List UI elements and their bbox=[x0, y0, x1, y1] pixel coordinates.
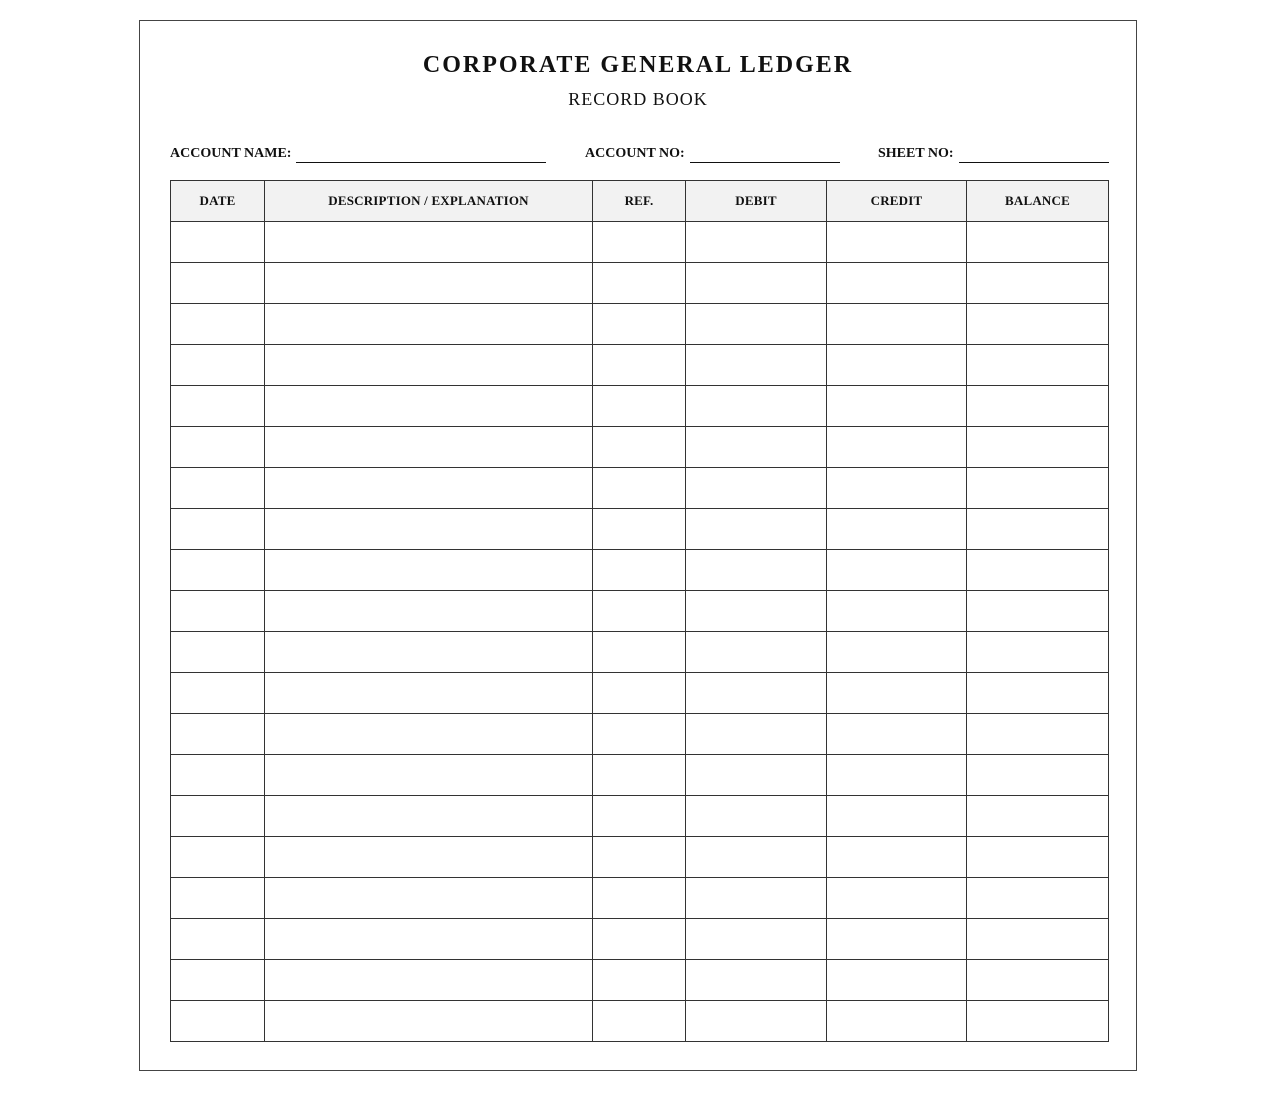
description-cell[interactable] bbox=[265, 345, 593, 386]
debit-cell[interactable] bbox=[686, 1001, 827, 1042]
credit-cell[interactable] bbox=[827, 919, 967, 960]
balance-cell[interactable] bbox=[967, 304, 1109, 345]
balance-cell[interactable] bbox=[967, 755, 1109, 796]
date-cell[interactable] bbox=[171, 468, 265, 509]
ref-cell[interactable] bbox=[593, 345, 686, 386]
date-cell[interactable] bbox=[171, 960, 265, 1001]
date-cell[interactable] bbox=[171, 919, 265, 960]
credit-cell[interactable] bbox=[827, 304, 967, 345]
description-cell[interactable] bbox=[265, 591, 593, 632]
date-cell[interactable] bbox=[171, 1001, 265, 1042]
description-cell[interactable] bbox=[265, 960, 593, 1001]
balance-cell[interactable] bbox=[967, 1001, 1109, 1042]
table-row bbox=[171, 755, 1109, 796]
date-cell[interactable] bbox=[171, 550, 265, 591]
date-cell[interactable] bbox=[171, 509, 265, 550]
table-row bbox=[171, 1001, 1109, 1042]
page-title: CORPORATE GENERAL LEDGER bbox=[422, 52, 854, 78]
credit-cell[interactable] bbox=[827, 263, 967, 304]
description-cell[interactable] bbox=[265, 386, 593, 427]
date-cell[interactable] bbox=[171, 263, 265, 304]
description-cell[interactable] bbox=[265, 755, 593, 796]
column-header-description: DESCRIPTION / EXPLANATION bbox=[265, 181, 593, 222]
table-row bbox=[171, 837, 1109, 878]
ref-cell[interactable] bbox=[593, 468, 686, 509]
ref-cell[interactable] bbox=[593, 714, 686, 755]
debit-cell[interactable] bbox=[686, 304, 827, 345]
debit-cell[interactable] bbox=[686, 222, 827, 263]
column-header-credit: CREDIT bbox=[827, 181, 967, 222]
ref-cell[interactable] bbox=[593, 304, 686, 345]
debit-cell[interactable] bbox=[686, 837, 827, 878]
balance-cell[interactable] bbox=[967, 960, 1109, 1001]
credit-cell[interactable] bbox=[827, 222, 967, 263]
debit-cell[interactable] bbox=[686, 878, 827, 919]
description-cell[interactable] bbox=[265, 878, 593, 919]
debit-cell[interactable] bbox=[686, 591, 827, 632]
table-row bbox=[171, 550, 1109, 591]
balance-cell[interactable] bbox=[967, 550, 1109, 591]
ref-cell[interactable] bbox=[593, 222, 686, 263]
description-cell[interactable] bbox=[265, 550, 593, 591]
description-cell[interactable] bbox=[265, 468, 593, 509]
credit-cell[interactable] bbox=[827, 878, 967, 919]
debit-cell[interactable] bbox=[686, 386, 827, 427]
ref-cell[interactable] bbox=[593, 1001, 686, 1042]
date-cell[interactable] bbox=[171, 755, 265, 796]
date-cell[interactable] bbox=[171, 222, 265, 263]
description-cell[interactable] bbox=[265, 263, 593, 304]
table-row bbox=[171, 878, 1109, 919]
description-cell[interactable] bbox=[265, 509, 593, 550]
description-cell[interactable] bbox=[265, 919, 593, 960]
date-cell[interactable] bbox=[171, 304, 265, 345]
page-subtitle: RECORD BOOK bbox=[568, 89, 708, 109]
account-no-field bbox=[585, 143, 840, 163]
date-cell[interactable] bbox=[171, 591, 265, 632]
table-row bbox=[171, 304, 1109, 345]
date-cell[interactable] bbox=[171, 878, 265, 919]
ref-cell[interactable] bbox=[593, 878, 686, 919]
debit-cell[interactable] bbox=[686, 345, 827, 386]
table-row bbox=[171, 386, 1109, 427]
account-name-field bbox=[170, 143, 546, 163]
table-row bbox=[171, 468, 1109, 509]
table-row bbox=[171, 796, 1109, 837]
balance-cell[interactable] bbox=[967, 796, 1109, 837]
date-cell[interactable] bbox=[171, 386, 265, 427]
credit-cell[interactable] bbox=[827, 837, 967, 878]
credit-cell[interactable] bbox=[827, 1001, 967, 1042]
table-row bbox=[171, 509, 1109, 550]
balance-cell[interactable] bbox=[967, 509, 1109, 550]
table-row bbox=[171, 714, 1109, 755]
debit-cell[interactable] bbox=[686, 714, 827, 755]
sheet-no-label: SHEET NO: bbox=[878, 146, 954, 161]
credit-cell[interactable] bbox=[827, 960, 967, 1001]
credit-cell[interactable] bbox=[827, 591, 967, 632]
debit-cell[interactable] bbox=[686, 468, 827, 509]
date-cell[interactable] bbox=[171, 796, 265, 837]
ledger-table bbox=[170, 180, 1109, 1042]
balance-cell[interactable] bbox=[967, 837, 1109, 878]
debit-cell[interactable] bbox=[686, 550, 827, 591]
balance-cell[interactable] bbox=[967, 632, 1109, 673]
description-cell[interactable] bbox=[265, 1001, 593, 1042]
balance-cell[interactable] bbox=[967, 591, 1109, 632]
account-name-line[interactable] bbox=[296, 146, 546, 163]
column-header-date: DATE bbox=[171, 181, 265, 222]
balance-cell[interactable] bbox=[967, 714, 1109, 755]
ref-cell[interactable] bbox=[593, 591, 686, 632]
credit-cell[interactable] bbox=[827, 468, 967, 509]
account-no-line[interactable] bbox=[690, 146, 840, 163]
description-cell[interactable] bbox=[265, 714, 593, 755]
column-header-ref: REF. bbox=[593, 181, 686, 222]
ref-cell[interactable] bbox=[593, 960, 686, 1001]
credit-cell[interactable] bbox=[827, 427, 967, 468]
sheet-no-line[interactable] bbox=[959, 146, 1109, 163]
balance-cell[interactable] bbox=[967, 386, 1109, 427]
credit-cell[interactable] bbox=[827, 550, 967, 591]
debit-cell[interactable] bbox=[686, 263, 827, 304]
table-header-row bbox=[171, 181, 1109, 222]
date-cell[interactable] bbox=[171, 632, 265, 673]
ref-cell[interactable] bbox=[593, 837, 686, 878]
column-header-balance: BALANCE bbox=[967, 181, 1109, 222]
date-cell[interactable] bbox=[171, 837, 265, 878]
date-cell[interactable] bbox=[171, 345, 265, 386]
credit-cell[interactable] bbox=[827, 796, 967, 837]
table-row bbox=[171, 427, 1109, 468]
ledger-sheet bbox=[139, 20, 1137, 1071]
ref-cell[interactable] bbox=[593, 632, 686, 673]
account-no-label: ACCOUNT NO: bbox=[585, 146, 685, 161]
balance-cell[interactable] bbox=[967, 263, 1109, 304]
credit-cell[interactable] bbox=[827, 509, 967, 550]
ref-cell[interactable] bbox=[593, 509, 686, 550]
table-row bbox=[171, 345, 1109, 386]
debit-cell[interactable] bbox=[686, 796, 827, 837]
table-row bbox=[171, 263, 1109, 304]
date-cell[interactable] bbox=[171, 427, 265, 468]
description-cell[interactable] bbox=[265, 673, 593, 714]
ledger-body bbox=[171, 222, 1109, 1042]
table-row bbox=[171, 960, 1109, 1001]
account-name-label: ACCOUNT NAME: bbox=[170, 146, 292, 161]
ref-cell[interactable] bbox=[593, 427, 686, 468]
ref-cell[interactable] bbox=[593, 386, 686, 427]
description-cell[interactable] bbox=[265, 427, 593, 468]
credit-cell[interactable] bbox=[827, 755, 967, 796]
debit-cell[interactable] bbox=[686, 632, 827, 673]
ref-cell[interactable] bbox=[593, 263, 686, 304]
ref-cell[interactable] bbox=[593, 919, 686, 960]
balance-cell[interactable] bbox=[967, 878, 1109, 919]
table-row bbox=[171, 673, 1109, 714]
debit-cell[interactable] bbox=[686, 919, 827, 960]
description-cell[interactable] bbox=[265, 796, 593, 837]
ref-cell[interactable] bbox=[593, 673, 686, 714]
balance-cell[interactable] bbox=[967, 468, 1109, 509]
table-row bbox=[171, 919, 1109, 960]
description-cell[interactable] bbox=[265, 304, 593, 345]
table-row bbox=[171, 222, 1109, 263]
credit-cell[interactable] bbox=[827, 345, 967, 386]
balance-cell[interactable] bbox=[967, 345, 1109, 386]
balance-cell[interactable] bbox=[967, 427, 1109, 468]
sheet-no-field bbox=[878, 143, 1109, 163]
balance-cell[interactable] bbox=[967, 919, 1109, 960]
table-row bbox=[171, 591, 1109, 632]
description-cell[interactable] bbox=[265, 222, 593, 263]
balance-cell[interactable] bbox=[967, 222, 1109, 263]
table-row bbox=[171, 632, 1109, 673]
date-cell[interactable] bbox=[171, 714, 265, 755]
debit-cell[interactable] bbox=[686, 427, 827, 468]
debit-cell[interactable] bbox=[686, 673, 827, 714]
credit-cell[interactable] bbox=[827, 673, 967, 714]
debit-cell[interactable] bbox=[686, 755, 827, 796]
credit-cell[interactable] bbox=[827, 386, 967, 427]
debit-cell[interactable] bbox=[686, 509, 827, 550]
description-cell[interactable] bbox=[265, 632, 593, 673]
description-cell[interactable] bbox=[265, 837, 593, 878]
debit-cell[interactable] bbox=[686, 960, 827, 1001]
column-header-debit: DEBIT bbox=[686, 181, 827, 222]
ref-cell[interactable] bbox=[593, 550, 686, 591]
date-cell[interactable] bbox=[171, 673, 265, 714]
credit-cell[interactable] bbox=[827, 632, 967, 673]
ref-cell[interactable] bbox=[593, 796, 686, 837]
ref-cell[interactable] bbox=[593, 755, 686, 796]
credit-cell[interactable] bbox=[827, 714, 967, 755]
balance-cell[interactable] bbox=[967, 673, 1109, 714]
